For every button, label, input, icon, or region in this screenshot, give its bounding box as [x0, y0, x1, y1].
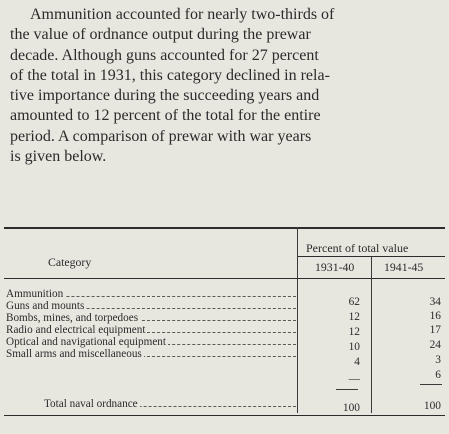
table-row: [6, 312, 296, 324]
row-value-war: 6: [435, 369, 441, 381]
total-value-prewar: 100: [342, 402, 360, 414]
total-row: [44, 398, 296, 410]
total-value-war: 100: [423, 400, 441, 412]
year-header-prewar: 1931-40: [315, 260, 355, 274]
body-paragraph: [10, 5, 440, 167]
table-row: [6, 348, 296, 360]
table-row: [6, 288, 296, 300]
row-label: Bombs, mines, and torpedoes: [6, 312, 139, 324]
row-label: Guns and mounts: [6, 300, 85, 312]
year-header-war: 1941-45: [384, 260, 424, 274]
paragraph-line: period. A comparison of prewar with war years: [10, 127, 312, 145]
category-header: Category: [48, 255, 92, 269]
paragraph-line: decade. Although guns accounted for 27 percent: [10, 46, 319, 64]
paragraph-line: Ammunition accounted for nearly two-thirds of: [30, 6, 335, 23]
row-value-prewar: 10: [348, 341, 360, 353]
row-value-war: 34: [429, 296, 441, 308]
paragraph-line: tive importance during the succeeding years and: [10, 87, 320, 105]
row-value-war: 24: [429, 339, 441, 351]
year-column-divider: [371, 257, 372, 413]
column-divider: [297, 227, 298, 413]
table-top-rule: [4, 227, 445, 229]
paragraph-line: of the total in 1931, this category declined in rela-: [10, 66, 330, 84]
paragraph-line: amounted to 12 percent of the total for the entire: [10, 107, 321, 125]
percent-header: Percent of total value: [306, 241, 409, 255]
row-label: Ammunition: [6, 288, 64, 300]
row-value-prewar: 4: [354, 356, 360, 368]
row-value-prewar: 12: [348, 326, 360, 338]
ordnance-table: [0, 227, 449, 434]
total-rule-prewar: [336, 389, 358, 390]
table-row: [6, 300, 296, 312]
row-value-prewar: 62: [348, 296, 360, 308]
row-label: Small arms and miscellaneous: [6, 348, 142, 360]
row-value-war: 17: [429, 324, 441, 336]
row-value-war: 3: [435, 354, 441, 366]
table-row: [6, 336, 296, 348]
row-value-war: 16: [429, 310, 441, 322]
row-label: Radio and electrical equipment: [6, 324, 146, 336]
total-label: Total naval ordnance: [44, 398, 138, 410]
paragraph-line: is given below.: [10, 148, 107, 166]
header-bottom-rule: [4, 278, 445, 279]
table-row: [6, 324, 296, 336]
row-label: Optical and navigational equipment: [6, 336, 166, 348]
row-value-prewar: —: [348, 373, 360, 385]
paragraph-line: the value of ordnance output during the prewar: [10, 26, 311, 44]
total-rule-war: [420, 384, 442, 385]
table-bottom-rule: [4, 415, 445, 416]
row-value-prewar: 12: [348, 311, 360, 323]
